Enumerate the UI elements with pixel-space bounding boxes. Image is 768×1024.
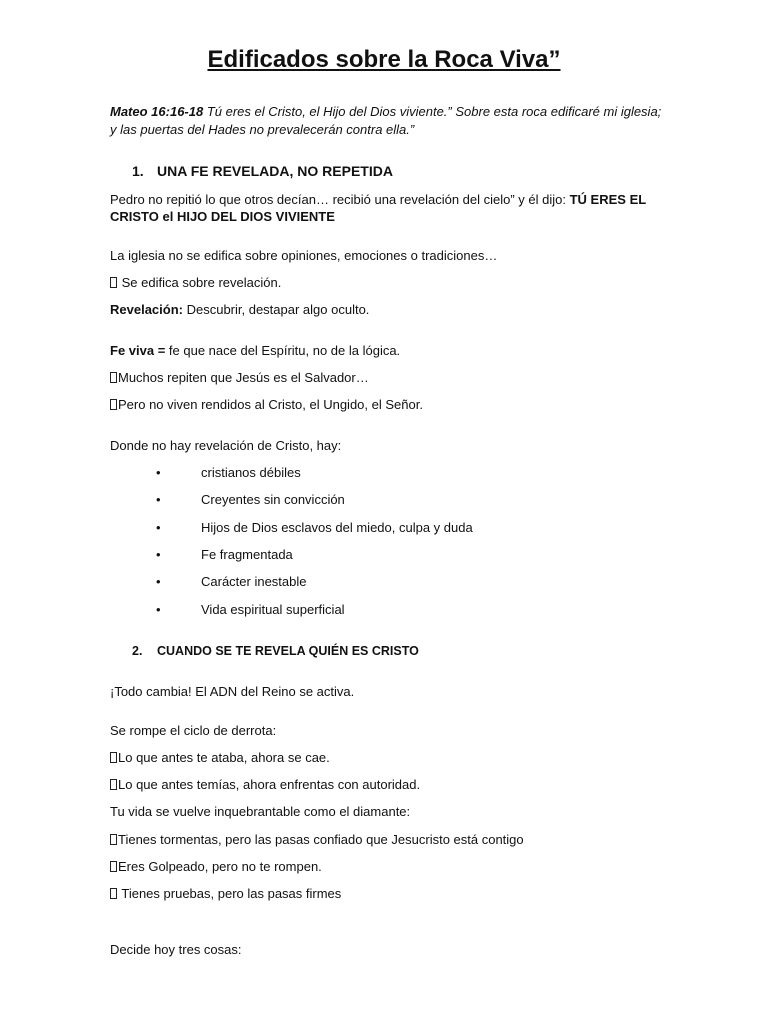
section-2-paragraph-8 xyxy=(110,885,341,902)
missing-glyph-icon xyxy=(110,399,117,410)
section-1-number: 1. xyxy=(132,163,144,179)
section-2-paragraph-6 xyxy=(110,831,524,848)
missing-glyph-icon xyxy=(110,277,117,288)
paragraph-text: Tienes tormentas, pero las pasas confiado que Jesucristo está contigo xyxy=(118,832,524,847)
list-item-text: Hijos de Dios esclavos del miedo, culpa y duda xyxy=(201,520,473,535)
list-item-text: Creyentes sin convicción xyxy=(201,492,345,507)
section-1-paragraph-1-cont: CRISTO el HIJO DEL DIOS VIVIENTE xyxy=(110,209,335,224)
section-2-paragraph-7 xyxy=(110,858,322,875)
section-2-paragraph-4 xyxy=(110,776,420,793)
verse-text-line-2: y las puertas del Hades no prevalecerán contra ella.” xyxy=(110,122,415,137)
missing-glyph-icon xyxy=(110,372,117,383)
section-1-title: UNA FE REVELADA, NO REPETIDA xyxy=(157,163,393,179)
page-title: Edificados sobre la Roca Viva” xyxy=(207,46,561,73)
section-2-title: CUANDO SE TE REVELA QUIÉN ES CRISTO xyxy=(157,644,419,658)
section-2-paragraph-5: Tu vida se vuelve inquebrantable como el diamante: xyxy=(110,804,411,819)
bold-text: TÚ ERES EL xyxy=(569,192,647,207)
paragraph-text: Lo que antes te ataba, ahora se cae. xyxy=(118,750,330,765)
section-2-paragraph-3 xyxy=(110,749,330,766)
list-item-text: cristianos débiles xyxy=(201,465,301,480)
paragraph-text: Pero no viven rendidos al Cristo, el Ungido, el Señor. xyxy=(118,397,423,412)
bullet-icon: • xyxy=(156,465,161,480)
missing-glyph-icon xyxy=(110,779,117,790)
section-1-paragraph-4 xyxy=(110,369,369,386)
list-item-text: Vida espiritual superficial xyxy=(201,602,345,617)
list-intro: Donde no hay revelación de Cristo, hay: xyxy=(110,438,342,453)
paragraph-text: Muchos repiten que Jesús es el Salvador… xyxy=(118,370,369,385)
missing-glyph-icon xyxy=(110,888,117,899)
paragraph-text: Se edifica sobre revelación. xyxy=(118,275,282,290)
section-1-paragraph-3 xyxy=(110,274,281,291)
list-item-text: Fe fragmentada xyxy=(201,547,293,562)
scripture-verse xyxy=(110,103,661,139)
definition-text: Descubrir, destapar algo oculto. xyxy=(182,302,370,317)
paragraph-text: Tienes pruebas, pero las pasas firmes xyxy=(118,886,342,901)
bullet-icon: • xyxy=(156,547,161,562)
list-item-text: Carácter inestable xyxy=(201,574,307,589)
paragraph-text: Pedro no repitió lo que otros decían… recibió una revelación del cielo” y él dijo: xyxy=(110,192,570,207)
section-2-number: 2. xyxy=(132,644,143,658)
section-2-paragraph-2: Se rompe el ciclo de derrota: xyxy=(110,723,277,738)
missing-glyph-icon xyxy=(110,834,117,845)
verse-text-line-1: Tú eres el Cristo, el Hijo del Dios viviente.” Sobre esta roca edificaré mi iglesia; xyxy=(203,104,662,119)
living-faith-definition xyxy=(110,342,400,359)
section-2-paragraph-1: ¡Todo cambia! El ADN del Reino se activa. xyxy=(110,684,355,699)
section-2-paragraph-9: Decide hoy tres cosas: xyxy=(110,942,242,957)
bullet-icon: • xyxy=(156,492,161,507)
paragraph-text: Lo que antes temías, ahora enfrentas con autoridad. xyxy=(118,777,421,792)
section-1-paragraph-1 xyxy=(110,191,646,208)
bullet-icon: • xyxy=(156,574,161,589)
section-1-paragraph-2: La iglesia no se edifica sobre opiniones, emociones o tradiciones… xyxy=(110,248,498,263)
definition-text: fe que nace del Espíritu, no de la lógica. xyxy=(165,343,401,358)
bullet-icon: • xyxy=(156,602,161,617)
section-1-paragraph-5 xyxy=(110,396,423,413)
paragraph-text: Eres Golpeado, pero no te rompen. xyxy=(118,859,322,874)
bullet-icon: • xyxy=(156,520,161,535)
missing-glyph-icon xyxy=(110,861,117,872)
missing-glyph-icon xyxy=(110,752,117,763)
definition-label: Fe viva = xyxy=(110,343,166,358)
revelation-definition xyxy=(110,301,369,318)
verse-reference: Mateo 16:16-18 xyxy=(110,104,204,119)
definition-label: Revelación: xyxy=(110,302,183,317)
